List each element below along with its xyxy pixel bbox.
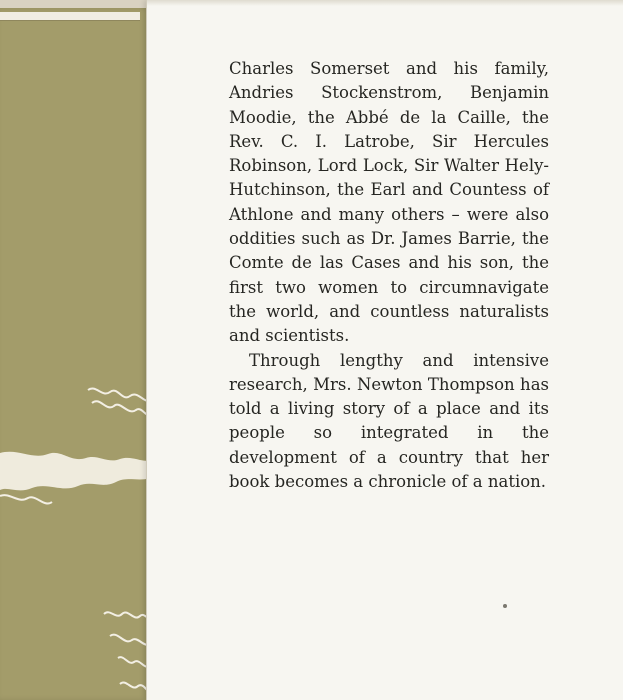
paragraph-1: Charles Somerset and his family, Andries Stockenstrom, Benjamin Moodie, the Abbé de la Caille, the Rev. C. I. Latrobe, Sir Hercules Robinson, Lord Lock, Sir Walter Hely-Hutchinson, the Earl and Countess of Athlone and many others – were also oddities such as Dr. James Barrie, the Comte de las Cases and his son, the first two women to circumnavigate the world, and countless naturalists and scientists. <box>229 59 549 346</box>
page-top-shade <box>147 0 623 6</box>
paper-speck <box>503 604 507 608</box>
paragraph-2: Through lengthy and intensive research, Mrs. Newton Thompson has told a living story of a place and its people so integrated in the development of a country that her book becomes a chronicle of a nation. <box>229 350 549 492</box>
coastline-detail <box>88 388 150 400</box>
cover-map-illustration <box>0 8 150 700</box>
book-cover-panel <box>0 8 150 700</box>
coastline-detail-2 <box>92 401 150 415</box>
coastline-detail-5 <box>110 635 150 645</box>
coastline-detail-4 <box>104 612 150 618</box>
coastline-detail-3 <box>0 495 52 503</box>
flap-text-block <box>229 57 549 494</box>
inner-flap-page <box>146 0 623 700</box>
coastline-shape <box>0 452 150 491</box>
